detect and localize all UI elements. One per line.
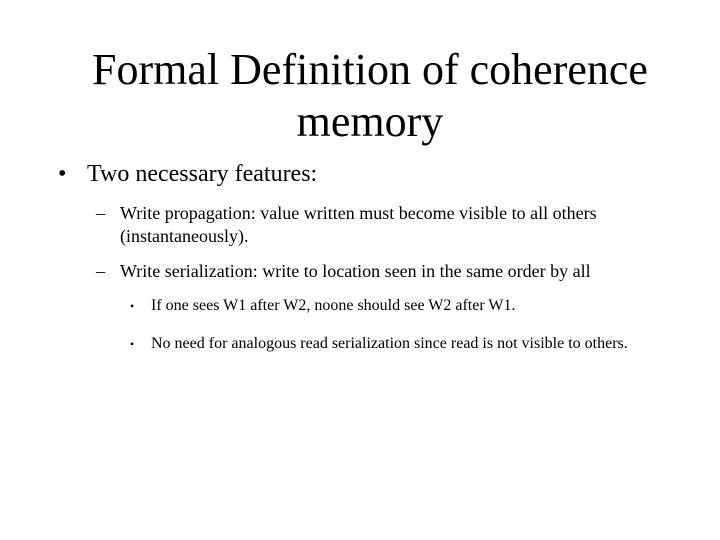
bullet-marker: • [58,161,67,187]
sub-bullet-text: Write propagation: value written must become visible to all others (instantaneously). [120,203,597,246]
sub-bullet-text: Write serialization: write to location seen in the same order by all [120,261,591,281]
sub-sub-bullet-text: No need for analogous read serialization since read is not visible to others. [151,335,628,352]
bullet-text: Two necessary features: [87,161,318,187]
sub-bullet-marker: – [96,203,105,223]
sub-sub-bullet-marker: • [130,337,135,351]
slide-title-line2: memory [296,97,444,146]
slide-title [60,44,680,148]
sub-sub-bullet-marker: • [130,299,135,313]
sub-sub-bullet-read-serialization [130,334,650,354]
sub-bullet-write-serialization [96,260,666,283]
sub-sub-bullet-text: If one sees W1 after W2, noone should see W2 after W1. [151,297,516,314]
slide-title-line1: Formal Definition of coherence [92,45,648,94]
sub-sub-bullet-w1-w2 [130,296,650,316]
sub-bullet-marker: – [96,261,105,281]
sub-bullet-write-propagation [96,202,666,248]
